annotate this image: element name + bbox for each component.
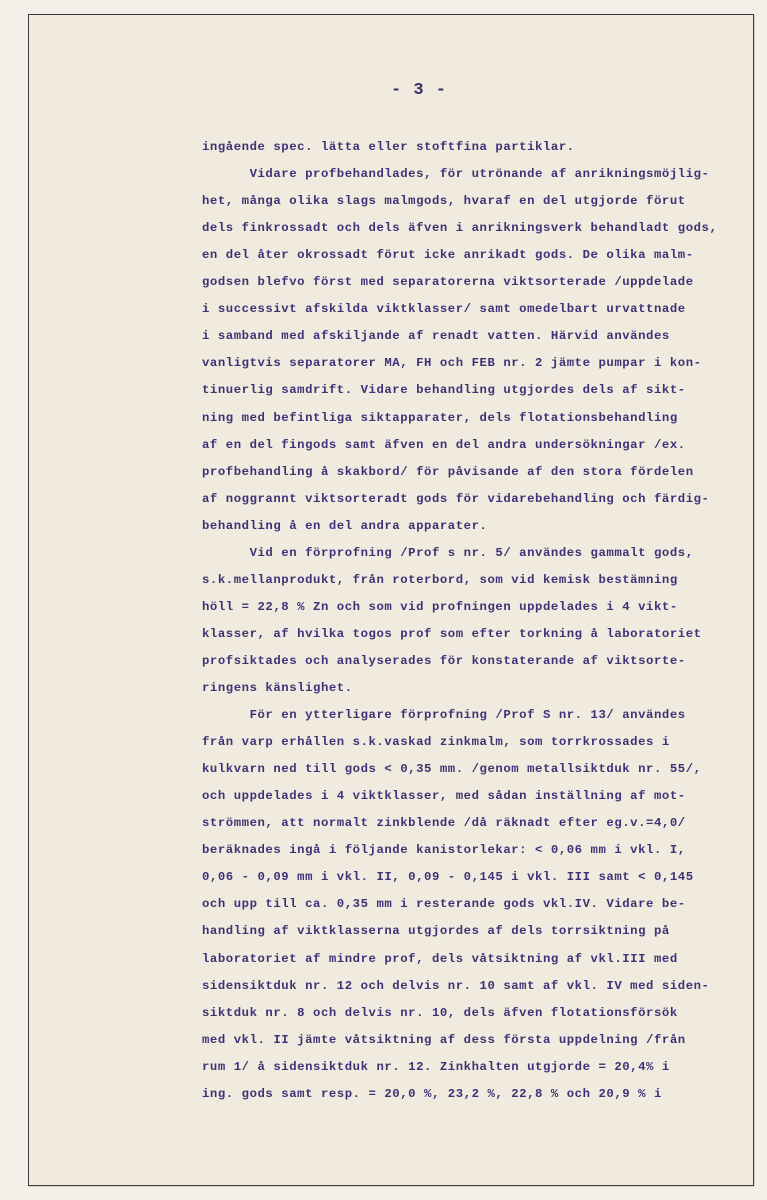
text-line: kulkvarn ned till gods < 0,35 mm. /genom metallsiktduk nr. 55/, [202,762,702,777]
text-line: profbehandling å skakbord/ för påvisande af den stora fördelen [202,464,694,479]
text-line: en del åter okrossadt förut icke anrikadt gods. De olika malm- [202,248,694,263]
document-page [28,14,754,1186]
text-line: ringens känslighet. [202,681,353,695]
text-line: och upp till ca. 0,35 mm i resterande gods vkl.IV. Vidare be- [202,897,686,912]
text-line: i samband med afskiljande af renadt vatten. Härvid användes [202,329,670,344]
text-line: klasser, af hvilka togos prof som efter torkning å laboratoriet [202,626,702,641]
text-line: och uppdelades i 4 viktklasser, med sådan inställning af mot- [202,789,686,804]
text-line: af noggrannt viktsorteradt gods för vidarebehandling och färdig- [202,491,710,506]
text-line: ing. gods samt resp. = 20,0 %, 23,2 %, 22,8 % och 20,9 % i [202,1086,662,1101]
text-line: dels finkrossadt och dels äfven i anrikningsverk behandladt gods, [202,221,718,236]
text-line: het, många olika slags malmgods, hvaraf en del utgjorde förut [202,194,686,209]
text-line: höll = 22,8 % Zn och som vid profningen uppdelades i 4 vikt- [202,599,678,614]
text-line: ingående spec. lätta eller stoftfina partiklar. [202,140,575,154]
text-line: med vkl. II jämte våtsiktning af dess första uppdelning /från [202,1032,686,1047]
text-line: profsiktades och analyserades för konstaterande af viktsorte- [202,653,686,668]
text-line: handling af viktklasserna utgjordes af dels torrsiktning på [202,924,670,939]
text-line: tinuerlig samdrift. Vidare behandling utgjordes dels af sikt- [202,383,686,398]
text-line: behandling å en del andra apparater. [202,518,488,533]
text-line: laboratoriet af mindre prof, dels våtsiktning af vkl.III med [202,951,678,966]
text-line: Vid en förprofning /Prof s nr. 5/ användes gammalt gods, [202,545,694,560]
text-line: vanligtvis separatorer MA, FH och FEB nr. 2 jämte pumpar i kon- [202,356,702,371]
text-line: sidensiktduk nr. 12 och delvis nr. 10 samt af vkl. IV med siden- [202,978,710,993]
text-line: Vidare profbehandlades, för utrönande af anrikningsmöjlig- [202,167,710,182]
text-line: ning med befintliga siktapparater, dels flotationsbehandling [202,410,678,425]
page-number: - 3 - [391,81,448,100]
text-line: i successivt afskilda viktklasser/ samt omedelbart urvattnade [202,302,686,317]
text-line: strömmen, att normalt zinkblende /då räknadt efter eg.v.=4,0/ [202,816,686,831]
text-line: af en del fingods samt äfven en del andra undersökningar /ex. [202,437,686,452]
text-line: 0,06 - 0,09 mm i vkl. II, 0,09 - 0,145 i vkl. III samt < 0,145 [202,870,694,885]
text-line: godsen blefvo först med separatorerna viktsorterade /uppdelade [202,275,694,290]
text-line: beräknades ingå i följande kanistorlekar: < 0,06 mm i vkl. I, [202,843,686,858]
text-line: s.k.mellanprodukt, från roterbord, som vid kemisk bestämning [202,572,678,587]
text-line: För en ytterligare förprofning /Prof S nr. 13/ användes [202,708,686,723]
text-line: rum 1/ å sidensiktduk nr. 12. Zinkhalten utgjorde = 20,4% i [202,1059,670,1074]
text-line: siktduk nr. 8 och delvis nr. 10, dels äfven flotationsförsök [202,1005,678,1020]
text-line: från varp erhållen s.k.vaskad zinkmalm, som torrkrossades i [202,735,670,750]
